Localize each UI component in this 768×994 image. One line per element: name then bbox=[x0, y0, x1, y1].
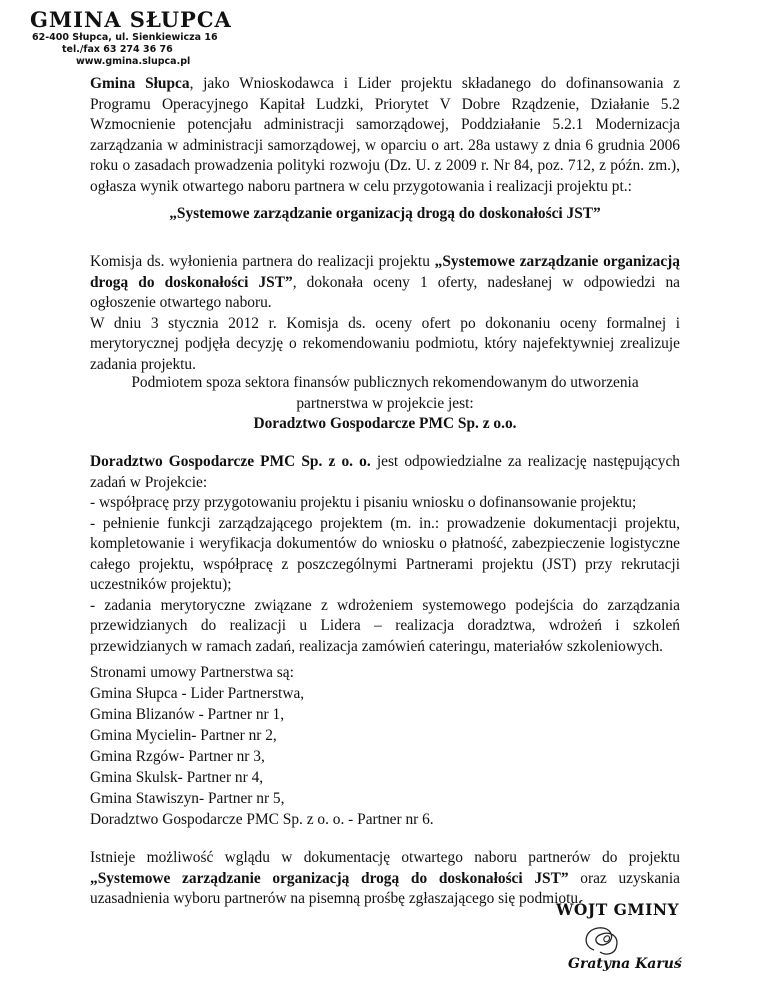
responsibility-item: - zadania merytoryczne związane z wdrożeniem systemowego podejścia do zarządzania przewidzianych do realizacji u Lidera – realizacja doradztwa, wdrożeń i szkoleń przewidzianych w ramach zadań, realizacja zamówień cateringu, materiałów szkoleniowych. bbox=[90, 596, 680, 655]
commission-text-2: W dniu 3 stycznia 2012 r. Komisja ds. oceny ofert po dokonaniu oceny formalnej i merytorycznej podjęła decyzję o rekomendowaniu podmiotu, który najefektywniej zrealizuje zadania projektu. bbox=[90, 314, 680, 373]
commission-text-1: Komisja ds. wyłonienia partnera do realizacji projektu bbox=[90, 253, 435, 270]
responsibility-item: - współpracę przy przygotowaniu projektu i pisaniu wniosku o dofinansowanie projektu; bbox=[90, 494, 637, 511]
party-item: Gmina Stawiszyn- Partner nr 5, bbox=[90, 790, 285, 807]
commission-text-1-end: , dokonała oceny 1 oferty, nadesłanej w odpowiedzi na ogłoszenie otwartego naboru. bbox=[90, 273, 680, 311]
project-title: „Systemowe zarządzanie organizacją drogą do doskonałości JST” bbox=[169, 205, 601, 222]
letterhead-title: GMINA SŁUPCA bbox=[30, 7, 232, 32]
letterhead-website: www.gmina.slupca.pl bbox=[76, 56, 191, 67]
intro-paragraph bbox=[90, 74, 680, 197]
closing-text-1: Istnieje możliwość wglądu w dokumentację otwartego naboru partnerów do projektu bbox=[90, 849, 680, 866]
letterhead bbox=[30, 8, 232, 68]
responsibility-intro: jest odpowiedzialne za realizację następujących zadań w Projekcie: bbox=[90, 453, 681, 491]
party-item: Doradztwo Gospodarcze PMC Sp. z o. o. - Partner nr 6. bbox=[90, 811, 434, 828]
signature-name: Gratyna Karuś bbox=[568, 956, 682, 972]
party-item: Gmina Mycielin- Partner nr 2, bbox=[90, 727, 277, 744]
commission-paragraph bbox=[90, 252, 680, 375]
signature-title: WÓJT GMINY bbox=[556, 900, 680, 919]
responsibility-item: - pełnienie funkcji zarządzającego projektem (m. in.: prowadzenie dokumentacji projektu, kompletowanie i weryfikacja dokumentów do wniosku o płatność, zabezpieczenie logistyczne całego projektu, współpracę z poszczególnymi Partnerami projektu (JST) przy rekrutacji uczestników projektu); bbox=[90, 514, 680, 593]
recommendation-line-1: Podmiotem spoza sektora finansów publicznych rekomendowanym do utworzenia bbox=[131, 374, 639, 391]
party-item: Gmina Blizanów - Partner nr 1, bbox=[90, 706, 285, 723]
recommendation-block bbox=[90, 373, 680, 435]
responsibility-block bbox=[90, 452, 680, 657]
closing-text-1-end: oraz uzyskania uzasadnienia wyboru partnerów na pisemną prośbę zgłaszającego się podmiotu. bbox=[90, 869, 680, 907]
party-item: Gmina Słupca - Lider Partnerstwa, bbox=[90, 685, 305, 702]
recommended-entity: Doradztwo Gospodarcze PMC Sp. z o.o. bbox=[253, 415, 517, 432]
responsibility-entity: Doradztwo Gospodarcze PMC Sp. z o. o. bbox=[90, 453, 371, 470]
parties-list bbox=[90, 662, 680, 830]
recommendation-line-2: partnerstwa w projekcie jest: bbox=[296, 394, 474, 412]
signature-block bbox=[556, 900, 706, 990]
party-item: Gmina Rzgów- Partner nr 3, bbox=[90, 748, 265, 765]
closing-project-name: „Systemowe zarządzanie organizacją drogą do doskonałości JST” bbox=[90, 869, 569, 887]
party-item: Gmina Skulsk- Partner nr 4, bbox=[90, 769, 264, 786]
signature-scribble-icon bbox=[576, 920, 636, 960]
letterhead-phone: tel./fax 63 274 36 76 bbox=[62, 44, 173, 55]
letterhead-address: 62-400 Słupca, ul. Sienkiewicza 16 bbox=[32, 32, 218, 43]
intro-text: , jako Wnioskodawca i Lider projektu składanego do dofinansowania z Programu Operacyjnego Kapitał Ludzki, Priorytet V Dobre Rządzenie, Działanie 5.2 Wzmocnienie potencjału administracji samorządowej, Poddziałanie 5.2.1 Modernizacja zarządzania w administracji samorządowej, w oparciu o art. 28a ustawy z dnia 6 grudnia 2006 roku o zasadach prowadzenia polityki rozwoju (Dz. U. z 2009 r. Nr 84, poz. 712, z późn. zm.), ogłasza wynik otwartego naboru partnera w celu przygotowania i realizacji projektu pt.: bbox=[90, 75, 681, 195]
commission-project-name: „Systemowe zarządzanie organizacją drogą do doskonałości JST” bbox=[90, 253, 680, 291]
intro-lead: Gmina Słupca bbox=[90, 75, 190, 92]
parties-heading: Stronami umowy Partnerstwa są: bbox=[90, 664, 294, 681]
